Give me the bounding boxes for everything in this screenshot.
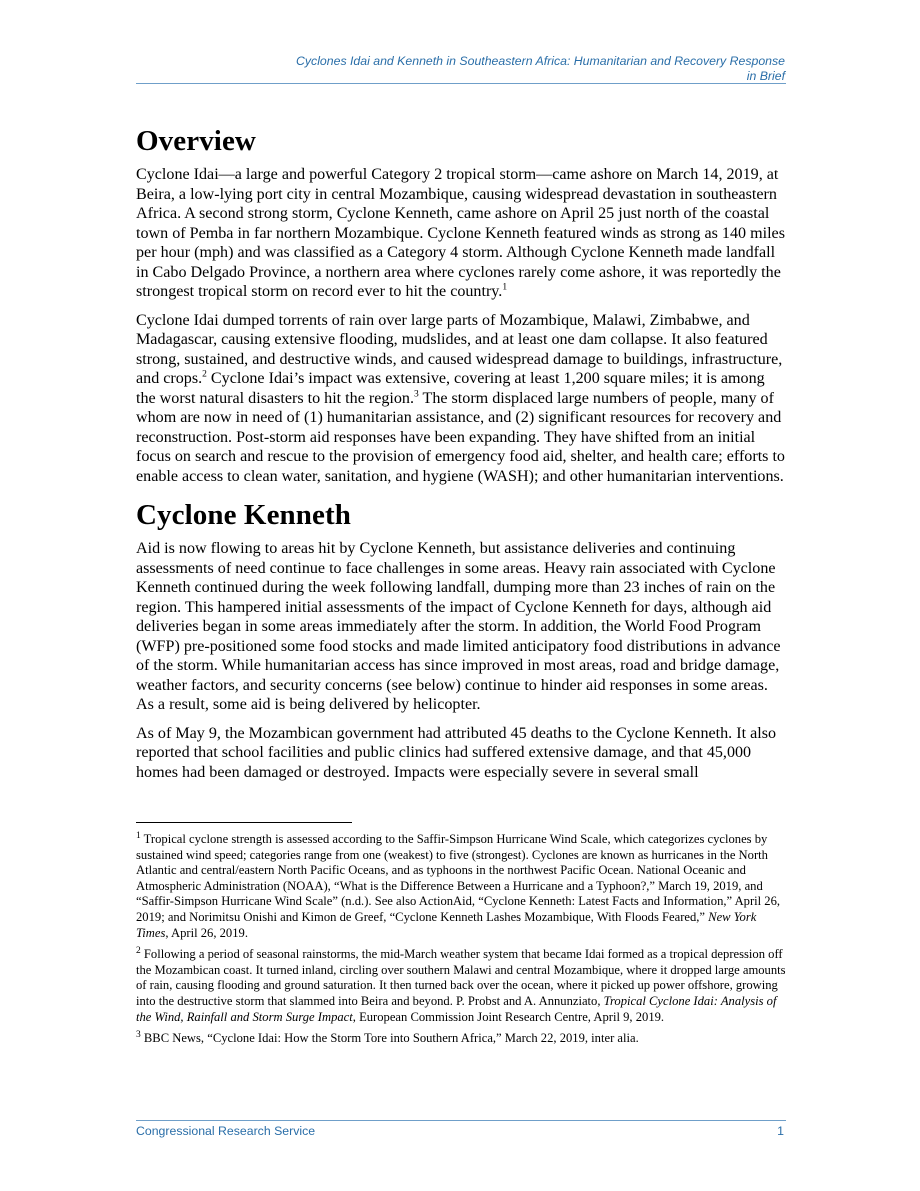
footnote-3-number: 3: [136, 1029, 141, 1040]
footer-publisher: Congressional Research Service: [136, 1124, 316, 1138]
overview-p2-text-a: Cyclone Idai dumped torrents of rain over large parts of Mozambique, Malawi, Zimbabwe, and Madagascar, causing extensive flooding, mudslides, and at least one dam collapse. It also featured strong, sustained, and destructive winds, and caused widespread damage to buildings, infrastructure, and crops.: [136, 311, 783, 387]
footnote-ref-3[interactable]: 3: [414, 389, 419, 400]
footnote-1-italic: New York Times: [136, 909, 757, 940]
running-header: [136, 54, 785, 84]
footnote-2-text-b: , European Commission Joint Research Centre, April 9, 2019.: [352, 1009, 665, 1024]
running-title-line2: in Brief: [746, 69, 785, 83]
footnote-2: [136, 947, 786, 1025]
footnote-1-number: 1: [136, 830, 141, 841]
overview-paragraph-1: [136, 165, 786, 302]
kenneth-paragraph-1: Aid is now flowing to areas hit by Cyclone Kenneth, but assistance deliveries and continuing assessments of need continue to face challenges in some areas. Heavy rain associated with Cyclone Kenneth continued during the week following landfall, dumping more than 23 inches of rain on the region. This hampered initial assessments of the impact of Cyclone Kenneth for days, although aid deliveries began in some areas immediately after the storm. In addition, the World Food Program (WFP) pre-positioned some food stocks and made limited anticipatory food distributions in advance of the storm. While humanitarian access has since improved in most areas, road and bridge damage, weather factors, and security concerns (see below) continue to hinder aid responses in some areas. As a result, some aid is being delivered by helicopter.: [136, 540, 781, 713]
overview-p1-text: Cyclone Idai—a large and powerful Category 2 tropical storm—came ashore on March 14, 2019, at Beira, a low-lying port city in central Mozambique, causing widespread devastation in southeastern Africa. A second strong storm, Cyclone Kenneth, came ashore on April 25 just north of the coastal town of Pemba in far northern Mozambique. Cyclone Kenneth featured winds as strong as 140 miles per hour (mph) and was classified as a Category 4 storm. Although Cyclone Kenneth made landfall in Cabo Delgado Province, a northern area where cyclones rarely come ashore, it was reportedly the strongest tropical storm on record ever to hit the country.: [136, 166, 785, 300]
header-divider: [136, 83, 786, 84]
kenneth-heading: Cyclone Kenneth: [136, 499, 351, 531]
main-content: [136, 122, 786, 782]
footnote-ref-1[interactable]: 1: [502, 282, 508, 293]
footer-divider: [136, 1120, 786, 1121]
overview-paragraph-2: [136, 311, 786, 487]
footnote-3-text: BBC News, “Cyclone Idai: How the Storm Tore into Southern Africa,” March 22, 2019, inter alia.: [140, 1031, 639, 1046]
footnote-1-text-b: , April 26, 2019.: [165, 925, 248, 940]
footnotes: [136, 832, 786, 1047]
kenneth-paragraph-2: As of May 9, the Mozambican government had attributed 45 deaths to the Cyclone Kenneth. It also reported that school facilities and public clinics had suffered extensive damage, and that 45,000 homes had been damaged or destroyed. Impacts were especially severe in several small: [136, 724, 777, 781]
footnote-2-number: 2: [136, 945, 141, 956]
overview-p2-text-c: The storm displaced large numbers of people, many of whom are now in need of (1) humanitarian assistance, and (2) significant resources for recovery and reconstruction. Post-storm aid responses have been expanding. They have shifted from an initial focus on search and rescue to the provision of emergency food aid, shelter, and health care; efforts to enable access to clean water, sanitation, and hygiene (WASH); and other humanitarian interventions.: [136, 389, 785, 485]
footnote-separator: [136, 822, 352, 823]
footnote-2-text-a: Following a period of seasonal rainstorms, the mid-March weather system that became Idai formed as a tropical depression off the Mozambican coast. It turned inland, circling over southern Malawi and central Mozambique, where it dropped large amounts of rain, causing flooding and ground saturation. It then turned back over the ocean, where it picked up power offshore, growing into the destructive storm that slammed into Beira and beyond. P. Probst and A. Annunziato,: [136, 947, 786, 1008]
overview-heading: Overview: [136, 125, 256, 157]
footnote-3: [136, 1031, 786, 1047]
footnote-2-italic: Tropical Cyclone Idai: Analysis of the Wind, Rainfall and Storm Surge Impact: [136, 993, 777, 1024]
footnote-ref-2[interactable]: 2: [202, 369, 207, 380]
footer-page-number: 1: [777, 1124, 784, 1138]
running-title-line1: Cyclones Idai and Kenneth in Southeastern Africa: Humanitarian and Recovery Response: [296, 54, 785, 68]
overview-p2-text-b: Cyclone Idai’s impact was extensive, covering at least 1,200 square miles; it is among the worst natural disasters to hit the region.: [136, 370, 765, 407]
footnote-1: [136, 832, 786, 941]
footnote-1-text-a: Tropical cyclone strength is assessed according to the Saffir-Simpson Hurricane Wind Scale, which categorizes cyclones by sustained wind speed; categories range from one (weakest) to five (strongest). Cyclones are known as hurricanes in the North Atlantic and central/eastern North Pacific Oceans, and as typhoons in the northwest Pacific Ocean. National Oceanic and Atmospheric Administration (NOAA), “What is the Difference Between a Hurricane and a Typhoon?,” March 19, 2019, and “Saffir-Simpson Hurricane Wind Scale” (n.d.). See also ActionAid, “Cyclone Kenneth: Latest Facts and Information,” April 26, 2019; and Norimitsu Onishi and Kimon de Greef, “Cyclone Kenneth Lashes Mozambique, With Floods Feared,”: [136, 832, 781, 924]
